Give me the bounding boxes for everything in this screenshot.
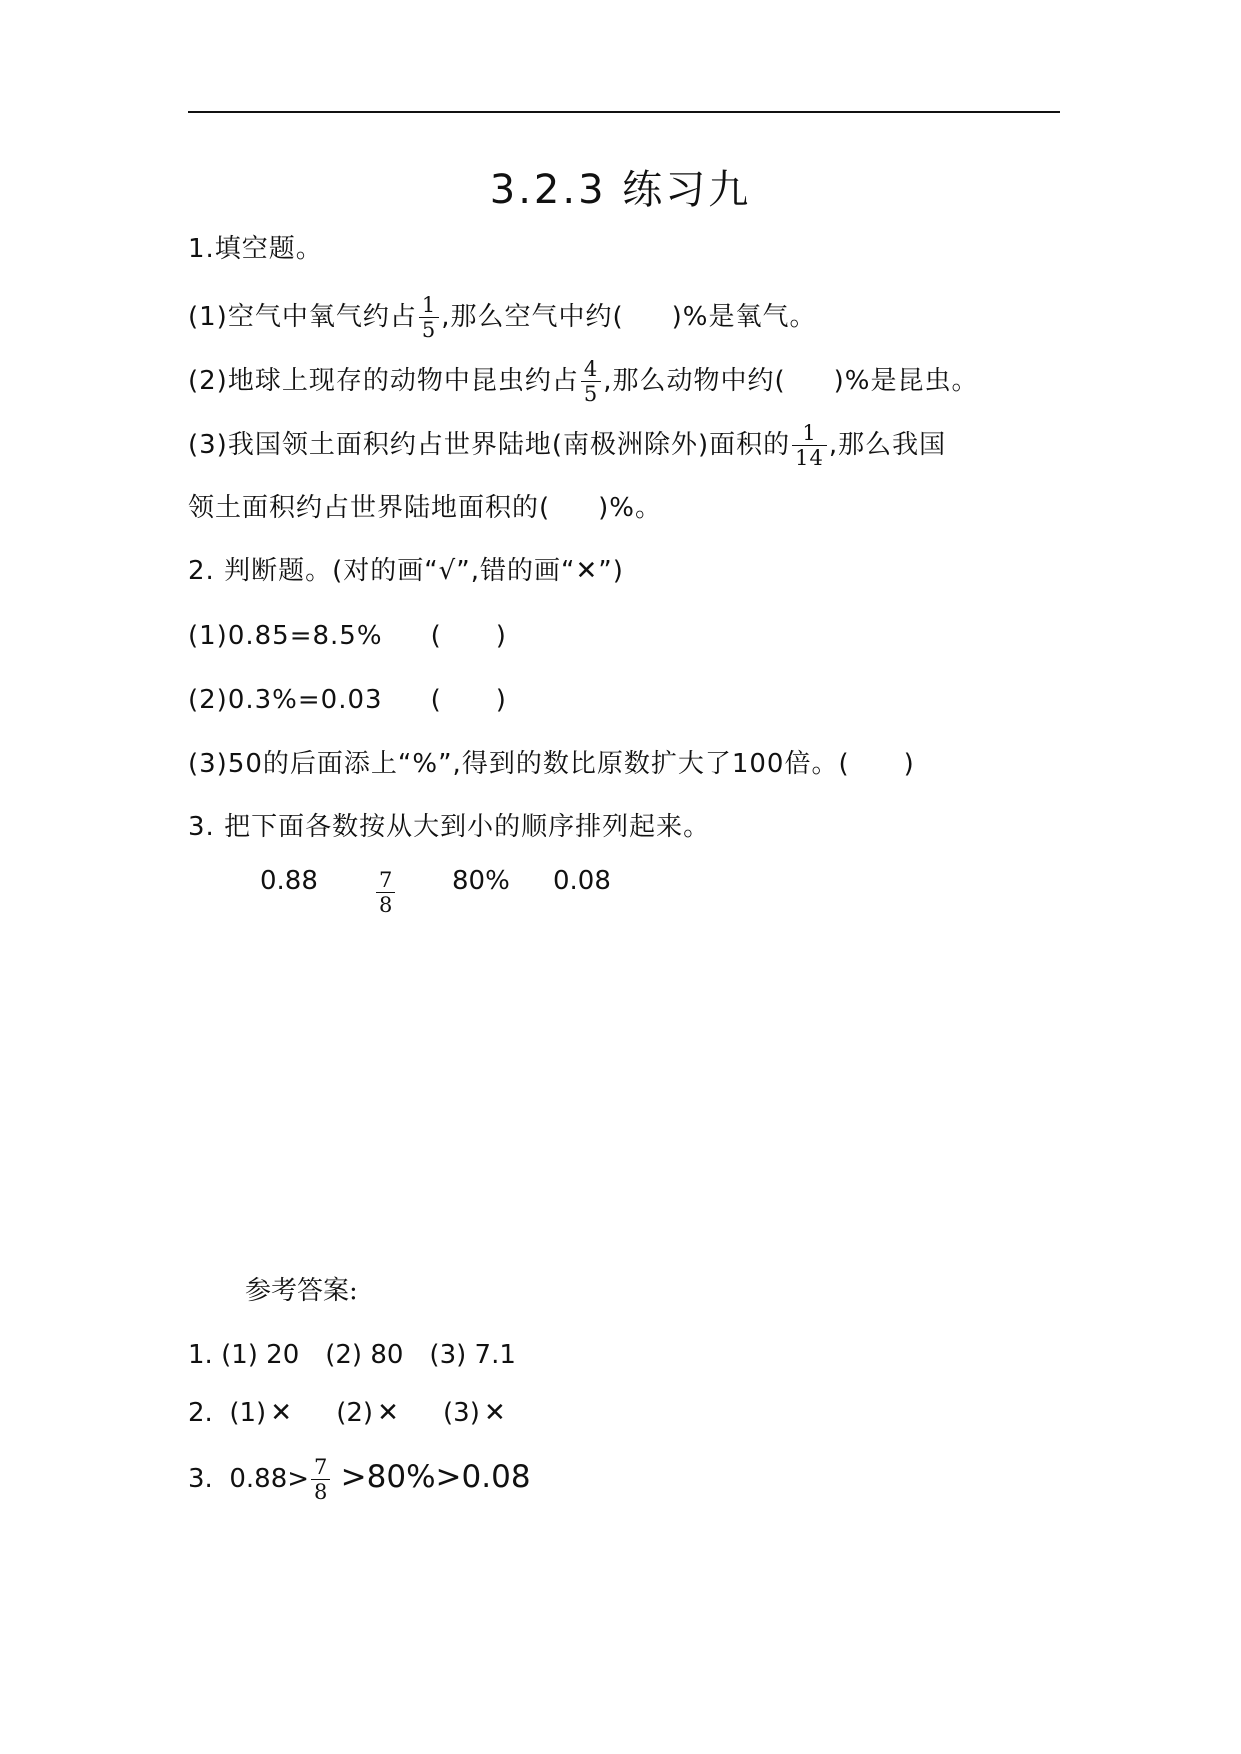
q2-item-1 [188, 619, 507, 653]
cross-mark-icon: ✕ [377, 1398, 399, 1428]
header-rule [188, 111, 1060, 113]
page-title: 3.2.3 练习九 [489, 167, 752, 213]
fraction-numerator: 7 [379, 868, 393, 892]
q2-item-2-text: (2)0.3%=0.03 [188, 685, 383, 715]
q3-heading: 3. 把下面各数按从大到小的顺序排列起来。 [188, 812, 711, 842]
fraction-denominator: 8 [311, 1479, 330, 1504]
q1-item-1-text-after: ,那么空气中约( [441, 302, 624, 332]
q2-heading: 2. 判断题。(对的画“√”,错的画“✕”) [188, 556, 624, 586]
answer-1: 1. (1) 20 (2) 80 (3) 7.1 [188, 1340, 516, 1370]
answer-2 [188, 1398, 510, 1428]
fraction-1-14 [792, 421, 827, 470]
fraction-1-5 [419, 293, 439, 342]
cross-mark-icon: ✕ [483, 1398, 506, 1428]
q1-item-2-text-after: ,那么动物中约( [603, 366, 786, 396]
fraction-numerator: 7 [314, 1455, 328, 1479]
fraction-numerator: 4 [583, 357, 599, 381]
q1-item-3-text-after: ,那么我国 [828, 430, 947, 460]
answer-2-item-1: (1) [229, 1398, 267, 1428]
q1-item-3-label: (3) [188, 430, 228, 460]
number-80-percent: 80% [452, 866, 510, 896]
q1-item-2-text-end: )%是昆虫。 [833, 366, 979, 396]
fraction-4-5 [581, 357, 601, 406]
fraction-numerator: 1 [802, 421, 817, 445]
judge-paren[interactable]: ( ) [430, 685, 507, 715]
q1-heading: 1.填空题。 [188, 234, 323, 264]
q1-item-3-continued [188, 491, 662, 525]
q2-item-2 [188, 683, 507, 717]
q1-item-1-text-end: )%是氧气。 [671, 302, 817, 332]
q2-item-1-text: (1)0.85=8.5% [188, 621, 383, 651]
fraction-7-8 [374, 868, 397, 917]
q1-item-3-line2: 领土面积约占世界陆地面积的( [188, 493, 551, 523]
q1-item-1-label: (1) [188, 302, 228, 332]
fraction-denominator: 5 [419, 317, 439, 342]
q1-item-3-line2-end: )%。 [598, 493, 663, 523]
fraction-denominator: 14 [792, 445, 827, 470]
q1-item-2-text: 地球上现存的动物中昆虫约占 [227, 366, 579, 396]
q1-item-3 [188, 421, 946, 470]
answers-heading: 参考答案: [245, 1276, 358, 1306]
answer-3-tail: >80%>0.08 [340, 1459, 531, 1495]
number-0-88: 0.88 [260, 866, 318, 896]
q1-item-2 [188, 357, 979, 406]
fraction-numerator: 1 [421, 293, 437, 317]
q2-item-3: (3)50的后面添上“%”,得到的数比原数扩大了100倍。( ) [188, 749, 915, 779]
answer-3-label: 3. [188, 1464, 213, 1494]
answer-3-lead: 0.88> [229, 1464, 310, 1494]
q1-item-3-text: 我国领土面积约占世界陆地(南极洲除外)面积的 [227, 430, 791, 460]
answer-2-label: 2. [188, 1398, 213, 1428]
answer-2-item-3: (3) [443, 1398, 480, 1428]
cross-mark-icon: ✕ [270, 1398, 293, 1428]
q1-item-2-label: (2) [188, 366, 228, 396]
q1-item-1-text: 空气中氧气约占 [227, 302, 417, 332]
number-0-08: 0.08 [553, 866, 611, 896]
q1-item-1 [188, 293, 817, 342]
fraction-denominator: 8 [376, 892, 395, 917]
judge-paren[interactable]: ( ) [430, 621, 507, 651]
fraction-denominator: 5 [581, 381, 601, 406]
answer-3 [188, 1455, 531, 1504]
fraction-7-8 [311, 1455, 330, 1504]
answer-2-item-2: (2) [336, 1398, 374, 1428]
